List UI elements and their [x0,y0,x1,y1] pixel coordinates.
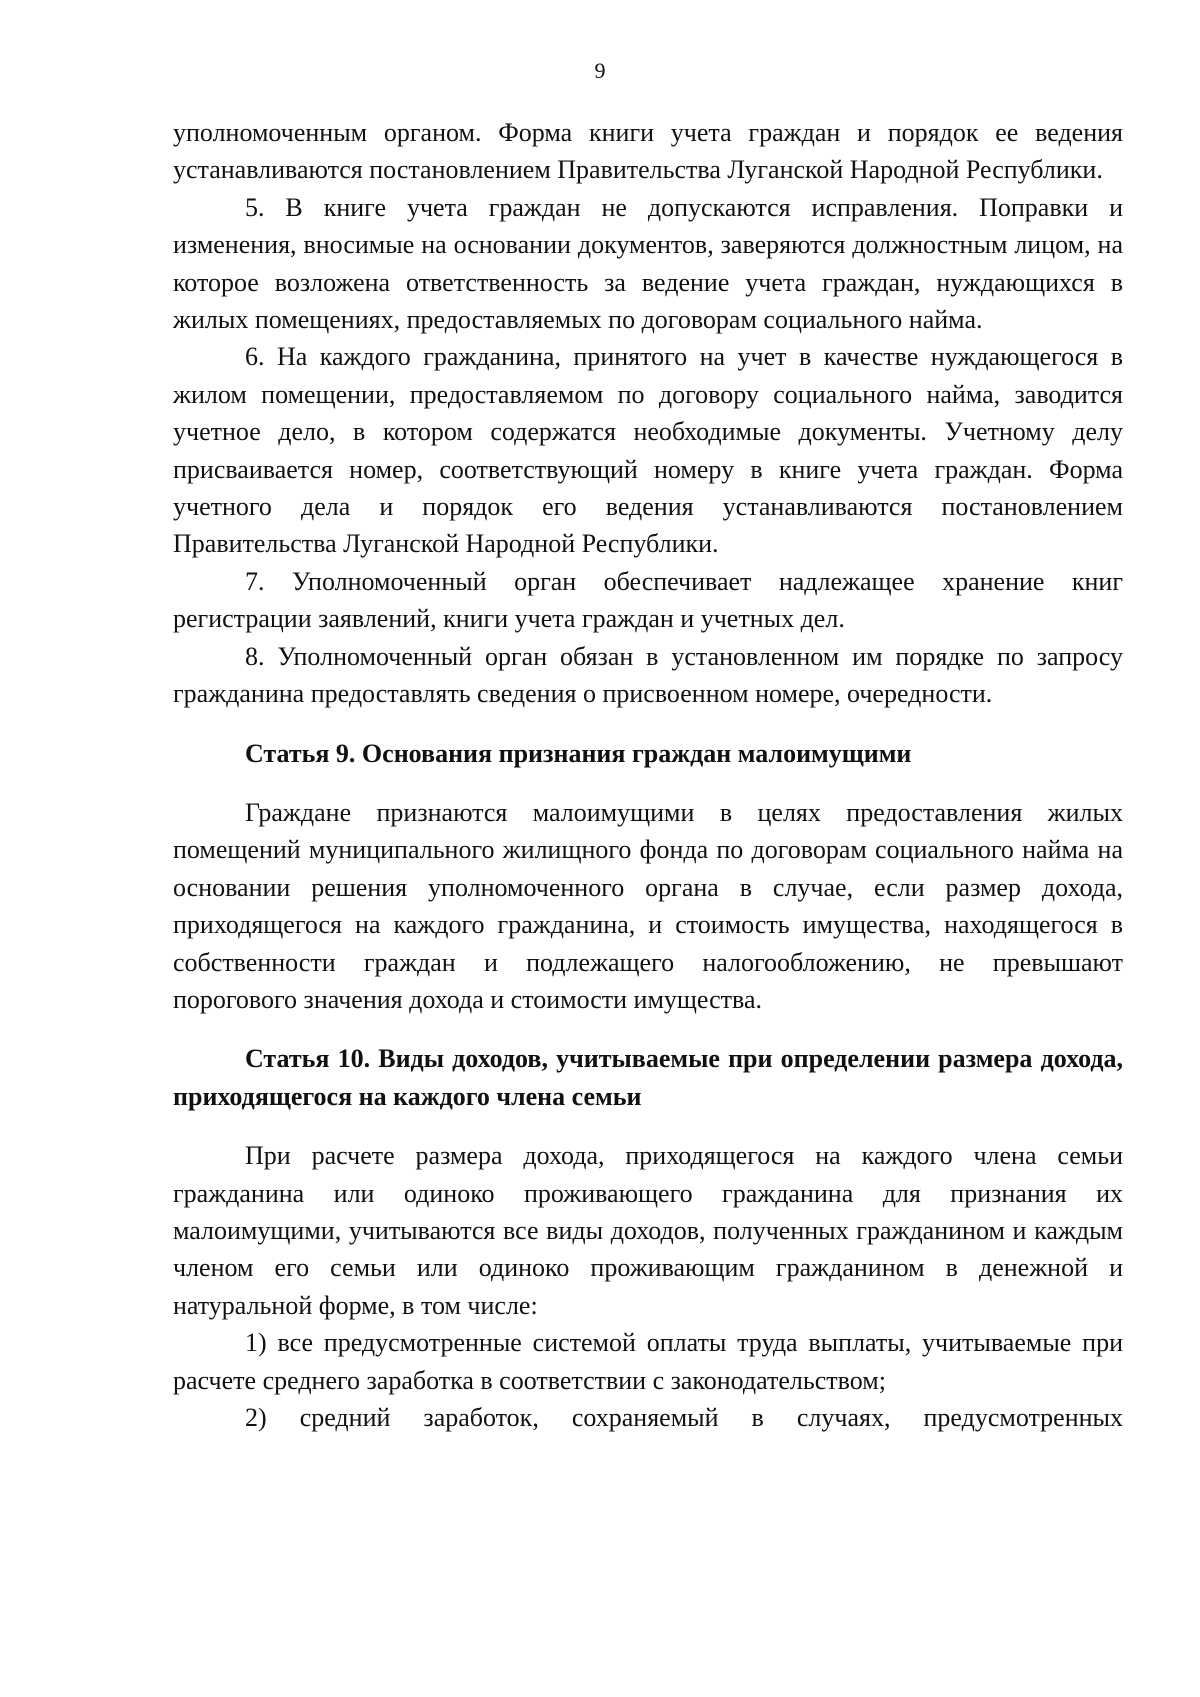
document-body [173,114,1123,1436]
paragraph-item-5: 5. В книге учета граждан не допускаются исправления. Поправки и изменения, вносимые на основании документов, заверяются должностным лицом, на которое возложена ответственность за ведение учета граждан, нуждающихся в жилых помещениях, предоставляемых по договорам социального найма. [173,192,1123,335]
article-10-item-1: 1) все предусмотренные системой оплаты труда выплаты, учитываемые при расчете среднего заработка в соответствии с законодательством; [173,1328,1123,1395]
page-number: 9 [594,58,606,83]
article-10-item-2: 2) средний заработок, сохраняемый в случаях, предусмотренных [245,1403,1123,1432]
article-10-text: При расчете размера дохода, приходящегося на каждого члена семьи гражданина или одиноко проживающего гражданина для признания их малоимущими, учитываются все виды доходов, полученных гражданином и каждым членом его семьи или одиноко проживающим гражданином в денежной и натуральной форме, в том числе: [173,1141,1123,1320]
article-10-heading: Статья 10. Виды доходов, учитываемые при определении размера дохода, приходящегося на каждого члена семьи [173,1044,1123,1111]
paragraph-item-6: 6. На каждого гражданина, принятого на учет в качестве нуждающегося в жилом помещении, предоставляемом по договору социального найма, заводится учетное дело, в котором содержатся необходимые документы. Учетному делу присваивается номер, соответствующий номеру в книге учета граждан. Форма учетного дела и порядок его ведения устанавливаются постановлением Правительства Луганской Народной Республики. [173,342,1123,559]
article-9-heading: Статья 9. Основания признания граждан малоимущими [245,738,912,768]
paragraph-item-7: 7. Уполномоченный орган обеспечивает надлежащее хранение книг регистрации заявлений, книги учета граждан и учетных дел. [173,566,1123,634]
article-9-text: Граждане признаются малоимущими в целях предоставления жилых помещений муниципального жилищного фонда по договорам социального найма на основании решения уполномоченного органа в случае, если размер дохода, приходящегося на каждого гражданина, и стоимость имущества, находящегося в собственности граждан и подлежащего налогообложению, не превышают порогового значения дохода и стоимости имущества. [173,797,1123,1014]
paragraph-continuation: уполномоченным органом. Форма книги учета граждан и порядок ее ведения устанавливаются постановлением Правительства Луганской Народной Республики. [173,118,1123,185]
paragraph-item-8: 8. Уполномоченный орган обязан в установленном им порядке по запросу гражданина предоставлять сведения о присвоенном номере, очередности. [173,641,1123,709]
